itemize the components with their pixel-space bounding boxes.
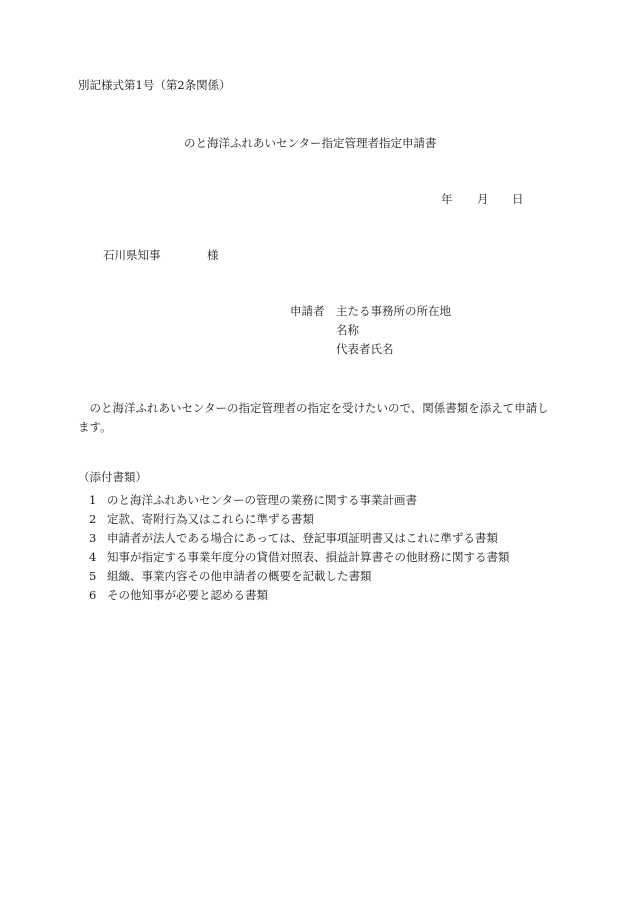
applicant-address-label: 主たる事務所の所在地 (336, 304, 451, 318)
document-title: のと海洋ふれあいセンター指定管理者指定申請書 (184, 136, 437, 150)
applicant-name-label: 名称 (336, 323, 359, 337)
application-body-text: のと海洋ふれあいセンターの指定管理者の指定を受けたいので、関係書類を添えて申請します。 (78, 401, 549, 434)
attachment-list (89, 491, 510, 605)
attachment-item (89, 548, 510, 567)
attachment-number: 5 (89, 569, 97, 583)
attachment-number: 1 (89, 493, 97, 507)
date-year-label: 年 (441, 192, 453, 206)
attachment-text: 組織、事業内容その他申請者の概要を記載した書類 (107, 569, 372, 583)
applicant-label: 申請者 (290, 304, 325, 318)
honorific: 様 (207, 248, 219, 262)
attachment-text: 知事が指定する事業年度分の貸借対照表、損益計算書その他財務に関する書類 (107, 550, 510, 564)
attachment-number: 2 (89, 512, 97, 526)
attachment-text: その他知事が必要と認める書類 (107, 588, 268, 602)
attachment-number: 4 (89, 550, 97, 564)
attachment-item (89, 529, 510, 548)
date-day-label: 日 (512, 192, 524, 206)
attachment-item (89, 567, 510, 586)
date-month-label: 月 (477, 192, 489, 206)
form-number: 別記様式第1号（第2条関係） (78, 78, 231, 92)
attachment-number: 3 (89, 531, 97, 545)
attachment-item (89, 510, 510, 529)
attachment-text: 定款、寄附行為又はこれらに準ずる書類 (107, 512, 314, 526)
attachment-item (89, 586, 510, 605)
attachment-number: 6 (89, 588, 97, 602)
attachment-item (89, 491, 510, 510)
applicant-representative-label: 代表者氏名 (336, 342, 394, 356)
addressee: 石川県知事 (103, 248, 161, 262)
attachment-text: のと海洋ふれあいセンターの管理の業務に関する事業計画書 (107, 493, 418, 507)
attachments-heading: （添付書類） (78, 470, 147, 484)
attachment-text: 申請者が法人である場合にあっては、登記事項証明書又はこれに準ずる書類 (107, 531, 498, 545)
